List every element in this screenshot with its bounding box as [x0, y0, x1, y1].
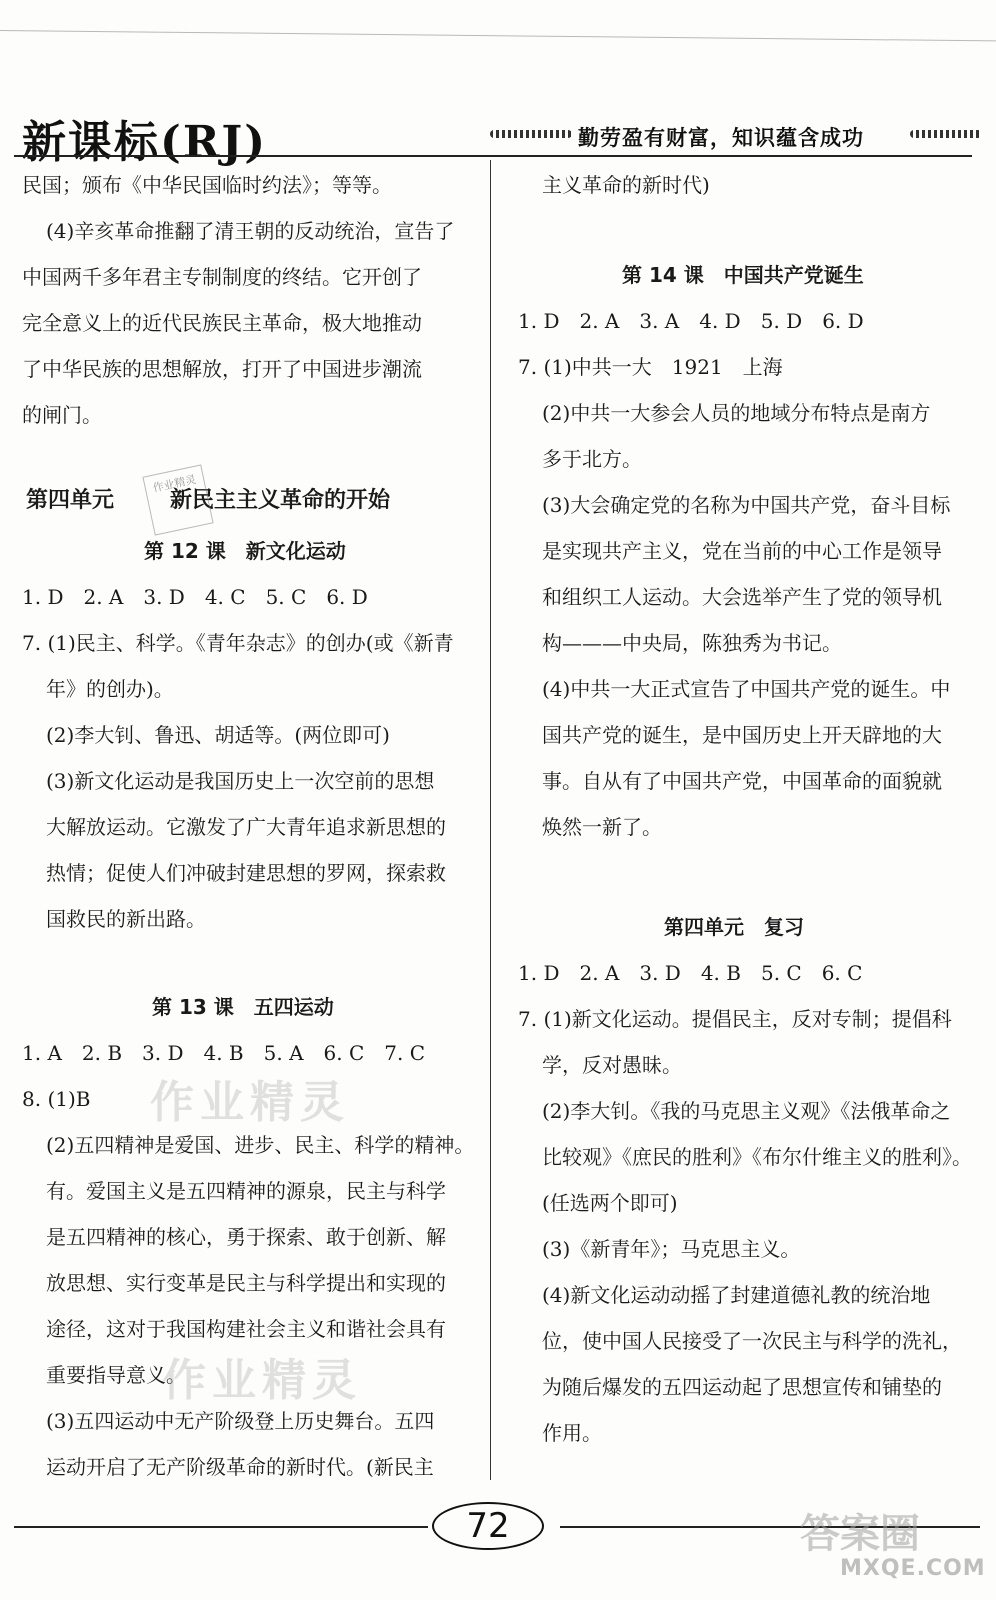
text-line: (2)五四精神是爱国、进步、民主、科学的精神。 [46, 1133, 475, 1157]
text-line: (4)辛亥革命推翻了清王朝的反动统治，宣告了 [46, 219, 455, 243]
top-edge-line [0, 30, 996, 41]
page-number: 72 [466, 1506, 510, 1546]
text-line: 比较观》《庶民的胜利》《布尔什维主义的胜利》。 [542, 1145, 972, 1169]
text-line: 8. (1)B [22, 1087, 91, 1111]
watermark: 作业精灵 [150, 1077, 350, 1128]
answer-line: 1. A 2. B 3. D 4. B 5. A 6. C 7. C [22, 1041, 425, 1065]
text-line: 重要指导意义。 [46, 1363, 186, 1387]
text-line: 是五四精神的核心，勇于探索、敢于创新、解 [46, 1225, 446, 1249]
book-title: 新课标(RJ) [22, 117, 268, 168]
text-line: 完全意义上的近代民族民主革命，极大地推动 [22, 311, 422, 335]
text-line: (2)李大钊。《我的马克思主义观》《法俄革命之 [542, 1099, 951, 1123]
footer-rule-left [14, 1526, 428, 1528]
ornament-right-icon [910, 130, 982, 138]
ornament-left-icon [490, 130, 572, 138]
text-line: 国救民的新出路。 [46, 907, 206, 931]
text-line: 焕然一新了。 [542, 815, 662, 839]
answer-line: 1. D 2. A 3. A 4. D 5. D 6. D [518, 309, 864, 333]
text-line: 放思想、实行变革是民主与科学提出和实现的 [46, 1271, 446, 1295]
text-line: 构———中央局，陈独秀为书记。 [542, 631, 842, 655]
answer-line: 1. D 2. A 3. D 4. C 5. C 6. D [22, 585, 368, 609]
text-line: (3)新文化运动是我国历史上一次空前的思想 [46, 769, 435, 793]
text-line: 7. (1)民主、科学。《青年杂志》的创办(或《新青 [22, 631, 454, 655]
text-line: 的闸门。 [22, 403, 102, 427]
text-line: (2)中共一大参会人员的地域分布特点是南方 [542, 401, 931, 425]
unit-label: 第四单元 [26, 488, 115, 513]
text-line: 和组织工人运动。大会选举产生了党的领导机 [542, 585, 942, 609]
text-line: (4)新文化运动动摇了封建道德礼教的统治地 [542, 1283, 931, 1307]
text-line: 学，反对愚昧。 [542, 1053, 682, 1077]
lesson-heading: 第 14 课 中国共产党诞生 [622, 263, 864, 287]
text-line: (3)《新青年》；马克思主义。 [542, 1237, 801, 1261]
text-line: 中国两千多年君主专制制度的终结。它开创了 [22, 265, 422, 289]
page-header [0, 100, 996, 168]
text-line: 民国；颁布《中华民国临时约法》；等等。 [22, 173, 392, 197]
text-line: 位，使中国人民接受了一次民主与科学的洗礼， [542, 1329, 962, 1353]
text-line: 有。爱国主义是五四精神的源泉，民主与科学 [46, 1179, 446, 1203]
text-line: 途径，这对于我国构建社会主义和谐社会具有 [46, 1317, 446, 1341]
text-line: 7. (1)中共一大 1921 上海 [518, 355, 783, 379]
header-motto: 勤劳盈有财富，知识蕴含成功 [578, 126, 864, 150]
text-line: 多于北方。 [542, 447, 642, 471]
text-line: (任选两个即可) [542, 1191, 678, 1215]
text-line: (2)李大钊、鲁迅、胡适等。(两位即可) [46, 723, 390, 747]
page-number-badge [432, 1502, 544, 1550]
site-url: MXQE.COM [840, 1556, 986, 1581]
stamp-icon: 作业精灵 [142, 464, 213, 535]
unit-title: 新民主主义革命的开始 [170, 488, 391, 513]
text-line: 主义革命的新时代) [542, 173, 710, 197]
column-divider [490, 160, 491, 1480]
text-line: 国共产党的诞生，是中国历史上开天辟地的大 [542, 723, 942, 747]
text-line: 热情；促使人们冲破封建思想的罗网，探索救 [46, 861, 446, 885]
text-line: (3)大会确定党的名称为中国共产党，奋斗目标 [542, 493, 951, 517]
lesson-heading: 第 12 课 新文化运动 [144, 539, 346, 563]
text-line: 了中华民族的思想解放，打开了中国进步潮流 [22, 357, 422, 381]
text-line: (3)五四运动中无产阶级登上历史舞台。五四 [46, 1409, 435, 1433]
text-line: 大解放运动。它激发了广大青年追求新思想的 [46, 815, 446, 839]
text-line: 作用。 [542, 1421, 602, 1445]
header-rule [14, 155, 972, 157]
text-line: 年》的创办)。 [46, 677, 174, 701]
text-line: 为随后爆发的五四运动起了思想宣传和铺垫的 [542, 1375, 942, 1399]
review-heading: 第四单元 复习 [664, 915, 804, 939]
site-logo: 答案圈 [800, 1511, 920, 1557]
text-line: (4)中共一大正式宣告了中国共产党的诞生。中 [542, 677, 951, 701]
answer-line: 1. D 2. A 3. D 4. B 5. C 6. C [518, 961, 863, 985]
header-motto-area [490, 122, 990, 150]
lesson-heading: 第 13 课 五四运动 [152, 995, 334, 1019]
text-line: 事。自从有了中国共产党，中国革命的面貌就 [542, 769, 942, 793]
text-line: 是实现共产主义，党在当前的中心工作是领导 [542, 539, 942, 563]
text-line: 运动开启了无产阶级革命的新时代。(新民主 [46, 1455, 434, 1479]
watermark: 作业精灵 [162, 1355, 362, 1406]
text-line: 7. (1)新文化运动。提倡民主，反对专制；提倡科 [518, 1007, 952, 1031]
